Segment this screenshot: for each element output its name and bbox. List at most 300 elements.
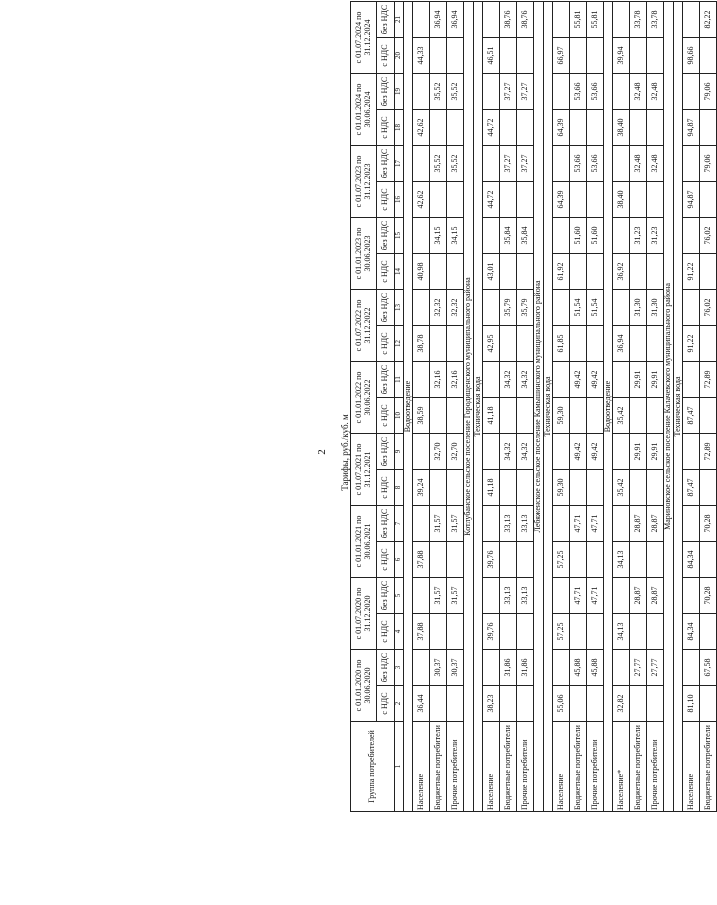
table-row bbox=[700, 2, 717, 812]
tariff-cell: 61,92 bbox=[552, 254, 569, 290]
tariff-cell bbox=[700, 326, 717, 362]
column-index: 17 bbox=[395, 146, 404, 182]
tariff-cell bbox=[430, 686, 447, 722]
vat-with-header: с НДС bbox=[377, 398, 395, 434]
period-header: с 01.07.2023 по 31.12.2023 bbox=[351, 146, 377, 218]
tariff-cell: 76,02 bbox=[700, 218, 717, 254]
tariff-cell bbox=[430, 542, 447, 578]
tariff-cell: 59,30 bbox=[552, 398, 569, 434]
tariff-cell bbox=[447, 398, 464, 434]
tariff-cell bbox=[552, 218, 569, 254]
tariff-cell bbox=[586, 614, 603, 650]
column-index: 21 bbox=[395, 2, 404, 38]
tariff-cell bbox=[447, 326, 464, 362]
tariff-cell bbox=[447, 470, 464, 506]
tariff-cell: 34,32 bbox=[517, 434, 534, 470]
tariff-cell bbox=[647, 254, 664, 290]
tariff-cell: 31,57 bbox=[447, 506, 464, 542]
period-header: с 01.01.2024 по 30.06.2024 bbox=[351, 74, 377, 146]
tariff-cell: 70,28 bbox=[700, 578, 717, 614]
page-number: 2 bbox=[316, 449, 328, 455]
section-row bbox=[534, 2, 543, 812]
tariff-cell: 34,13 bbox=[613, 614, 630, 650]
period-header: с 01.01.2020 по 30.06.2020 bbox=[351, 650, 377, 722]
period-header: с 01.01.2022 по 30.06.2022 bbox=[351, 362, 377, 434]
tariff-cell: 53,66 bbox=[569, 74, 586, 110]
tariff-cell bbox=[552, 650, 569, 686]
tariff-cell: 87,47 bbox=[683, 398, 700, 434]
tariff-cell bbox=[430, 614, 447, 650]
tariff-cell: 37,27 bbox=[500, 146, 517, 182]
tariff-cell bbox=[430, 326, 447, 362]
tariff-cell bbox=[500, 542, 517, 578]
tariff-cell: 36,94 bbox=[613, 326, 630, 362]
tariff-cell: 84,34 bbox=[683, 542, 700, 578]
tariff-cell bbox=[683, 434, 700, 470]
tariff-cell: 33,78 bbox=[647, 2, 664, 38]
vat-without-header: без НДС bbox=[377, 650, 395, 686]
tariff-cell bbox=[647, 326, 664, 362]
tariff-cell bbox=[500, 470, 517, 506]
table-row bbox=[613, 2, 630, 812]
tariff-cell bbox=[430, 38, 447, 74]
tariff-cell: 34,15 bbox=[447, 218, 464, 254]
tariff-cell: 42,62 bbox=[413, 110, 430, 146]
tariff-cell: 46,51 bbox=[483, 38, 500, 74]
tariff-cell bbox=[413, 362, 430, 398]
tariff-cell bbox=[552, 506, 569, 542]
consumer-group-cell: Бюджетные потребители bbox=[500, 722, 517, 812]
tariff-cell bbox=[413, 506, 430, 542]
tariff-cell: 30,37 bbox=[447, 650, 464, 686]
tariff-cell: 32,32 bbox=[430, 290, 447, 326]
tariff-cell: 47,71 bbox=[586, 578, 603, 614]
tariff-cell: 31,30 bbox=[630, 290, 647, 326]
service-row bbox=[673, 2, 682, 812]
column-index: 13 bbox=[395, 290, 404, 326]
table-row bbox=[647, 2, 664, 812]
tariff-cell: 37,27 bbox=[500, 74, 517, 110]
tariff-cell bbox=[483, 2, 500, 38]
tariff-cell: 87,47 bbox=[683, 470, 700, 506]
tariff-cell: 39,94 bbox=[613, 38, 630, 74]
period-header: с 01.07.2024 по 31.12.2024 bbox=[351, 2, 377, 74]
tariff-cell bbox=[700, 38, 717, 74]
tariff-cell bbox=[483, 218, 500, 254]
tariff-cell: 66,97 bbox=[552, 38, 569, 74]
tariff-cell bbox=[683, 2, 700, 38]
tariff-cell bbox=[613, 2, 630, 38]
tariff-cell: 34,15 bbox=[430, 218, 447, 254]
tariff-cell: 35,42 bbox=[613, 398, 630, 434]
tariff-cell: 35,52 bbox=[447, 146, 464, 182]
tariff-cell: 36,94 bbox=[430, 2, 447, 38]
tariff-cell: 32,16 bbox=[430, 362, 447, 398]
tariff-cell: 32,48 bbox=[630, 146, 647, 182]
tariff-cell bbox=[500, 614, 517, 650]
tariff-cell: 40,98 bbox=[413, 254, 430, 290]
vat-with-header: с НДС bbox=[377, 542, 395, 578]
service-row bbox=[404, 2, 413, 812]
column-index: 12 bbox=[395, 326, 404, 362]
column-index: 11 bbox=[395, 362, 404, 398]
tariff-cell bbox=[413, 578, 430, 614]
consumer-group-cell: Население bbox=[483, 722, 500, 812]
tariff-cell: 38,23 bbox=[483, 686, 500, 722]
column-index: 6 bbox=[395, 542, 404, 578]
tariff-cell: 31,86 bbox=[517, 650, 534, 686]
tariff-cell bbox=[500, 686, 517, 722]
tariff-cell: 34,32 bbox=[500, 362, 517, 398]
vat-with-header: с НДС bbox=[377, 614, 395, 650]
tariff-cell: 32,16 bbox=[447, 362, 464, 398]
tariff-cell: 94,87 bbox=[683, 110, 700, 146]
tariff-cell bbox=[483, 506, 500, 542]
column-index: 3 bbox=[395, 650, 404, 686]
table-row bbox=[413, 2, 430, 812]
settlement-title: Лебяженское сельское поселение Камышинского муниципального района bbox=[534, 2, 543, 812]
tariff-cell bbox=[613, 146, 630, 182]
table-row bbox=[552, 2, 569, 812]
tariff-cell: 32,48 bbox=[630, 74, 647, 110]
tariff-cell bbox=[630, 38, 647, 74]
header-row-vat bbox=[377, 2, 395, 812]
table-row bbox=[586, 2, 603, 812]
service-row bbox=[473, 2, 482, 812]
tariff-cell bbox=[683, 650, 700, 686]
tariff-cell bbox=[647, 686, 664, 722]
tariff-cell bbox=[630, 470, 647, 506]
tariff-cell: 91,22 bbox=[683, 254, 700, 290]
tariff-cell bbox=[413, 2, 430, 38]
tariff-cell: 41,18 bbox=[483, 398, 500, 434]
tariff-cell bbox=[586, 686, 603, 722]
tariff-cell: 72,89 bbox=[700, 434, 717, 470]
tariff-cell: 55,81 bbox=[569, 2, 586, 38]
consumer-group-cell: Прочие потребители bbox=[447, 722, 464, 812]
tariff-cell: 44,72 bbox=[483, 110, 500, 146]
tariff-cell: 51,54 bbox=[569, 290, 586, 326]
tariff-cell: 44,72 bbox=[483, 182, 500, 218]
tariff-cell bbox=[413, 290, 430, 326]
tariff-cell bbox=[447, 686, 464, 722]
tariff-cell: 32,70 bbox=[447, 434, 464, 470]
consumer-group-cell: Прочие потребители bbox=[517, 722, 534, 812]
tariff-cell: 32,82 bbox=[613, 686, 630, 722]
tariff-cell bbox=[586, 182, 603, 218]
tariff-cell bbox=[613, 290, 630, 326]
tariff-cell: 70,28 bbox=[700, 506, 717, 542]
tariff-cell bbox=[586, 110, 603, 146]
tariff-cell: 72,89 bbox=[700, 362, 717, 398]
tariff-cell: 32,48 bbox=[647, 146, 664, 182]
tariff-cell: 39,76 bbox=[483, 542, 500, 578]
tariff-cell: 27,77 bbox=[647, 650, 664, 686]
section-row bbox=[464, 2, 473, 812]
tariff-cell bbox=[700, 182, 717, 218]
tariff-cell bbox=[569, 182, 586, 218]
tariff-cell: 79,06 bbox=[700, 146, 717, 182]
column-index: 19 bbox=[395, 74, 404, 110]
tariff-cell: 29,91 bbox=[647, 434, 664, 470]
tariff-cell: 38,76 bbox=[517, 2, 534, 38]
tariff-cell bbox=[500, 182, 517, 218]
tariff-cell bbox=[630, 614, 647, 650]
service-title: Техническая вода bbox=[473, 2, 482, 812]
tariff-cell bbox=[683, 74, 700, 110]
column-index: 15 bbox=[395, 218, 404, 254]
tariff-cell: 67,58 bbox=[700, 650, 717, 686]
tariff-cell: 36,44 bbox=[413, 686, 430, 722]
settlement-title: Мариновское сельское поселение Калачевского муниципального района bbox=[664, 2, 673, 812]
tariff-cell: 42,95 bbox=[483, 326, 500, 362]
table-row bbox=[569, 2, 586, 812]
table-row bbox=[683, 2, 700, 812]
tariff-cell: 37,88 bbox=[413, 542, 430, 578]
service-row bbox=[543, 2, 552, 812]
tariff-cell bbox=[586, 398, 603, 434]
tariff-cell bbox=[647, 398, 664, 434]
tariff-cell: 34,13 bbox=[613, 542, 630, 578]
tariff-cell: 28,87 bbox=[647, 578, 664, 614]
tariff-cell bbox=[430, 398, 447, 434]
column-index: 18 bbox=[395, 110, 404, 146]
tariff-cell: 33,78 bbox=[630, 2, 647, 38]
tariff-cell bbox=[700, 614, 717, 650]
column-index: 7 bbox=[395, 506, 404, 542]
tariff-cell bbox=[552, 74, 569, 110]
vat-without-header: без НДС bbox=[377, 146, 395, 182]
service-row bbox=[603, 2, 612, 812]
tariff-cell bbox=[500, 254, 517, 290]
tariff-cell: 35,52 bbox=[430, 74, 447, 110]
tariff-cell bbox=[683, 146, 700, 182]
tariff-cell: 55,81 bbox=[586, 2, 603, 38]
tariff-cell bbox=[683, 578, 700, 614]
tariff-cell bbox=[700, 686, 717, 722]
tariff-cell bbox=[586, 326, 603, 362]
tariff-cell: 33,13 bbox=[517, 578, 534, 614]
tariff-cell: 37,27 bbox=[517, 146, 534, 182]
tariff-cell bbox=[447, 254, 464, 290]
tariff-cell bbox=[447, 542, 464, 578]
tariff-cell bbox=[413, 650, 430, 686]
tariff-cell bbox=[569, 326, 586, 362]
service-title: Техническая вода bbox=[673, 2, 682, 812]
column-index: 1 bbox=[395, 722, 404, 812]
tariff-cell bbox=[630, 326, 647, 362]
tariff-cell bbox=[683, 506, 700, 542]
table-row bbox=[430, 2, 447, 812]
tariff-cell bbox=[586, 38, 603, 74]
tariff-cell bbox=[613, 74, 630, 110]
tariff-cell bbox=[569, 542, 586, 578]
tariff-cell: 35,42 bbox=[613, 470, 630, 506]
tariff-cell bbox=[413, 218, 430, 254]
tariff-cell: 38,40 bbox=[613, 110, 630, 146]
table-row bbox=[630, 2, 647, 812]
tariff-cell bbox=[586, 542, 603, 578]
header-row-periods bbox=[351, 2, 377, 812]
tariff-cell bbox=[430, 254, 447, 290]
tariff-cell bbox=[552, 146, 569, 182]
tariff-cell bbox=[447, 38, 464, 74]
tariff-cell: 29,91 bbox=[647, 362, 664, 398]
consumer-group-cell: Прочие потребители bbox=[647, 722, 664, 812]
tariff-cell: 41,18 bbox=[483, 470, 500, 506]
tariff-cell bbox=[647, 542, 664, 578]
tariff-cell: 35,79 bbox=[500, 290, 517, 326]
service-title: Водоотведение bbox=[404, 2, 413, 812]
tariff-cell: 31,30 bbox=[647, 290, 664, 326]
tariff-cell: 45,88 bbox=[586, 650, 603, 686]
tariff-cell bbox=[483, 434, 500, 470]
tariff-cell: 32,70 bbox=[430, 434, 447, 470]
tariff-cell: 36,92 bbox=[613, 254, 630, 290]
tariff-cell bbox=[517, 254, 534, 290]
tariff-cell: 31,86 bbox=[500, 650, 517, 686]
column-index: 10 bbox=[395, 398, 404, 434]
tariff-cell bbox=[613, 362, 630, 398]
tariff-cell: 30,37 bbox=[430, 650, 447, 686]
consumer-group-cell: Бюджетные потребители bbox=[630, 722, 647, 812]
tariff-cell bbox=[613, 434, 630, 470]
tariff-cell bbox=[483, 650, 500, 686]
tariff-cell: 28,87 bbox=[647, 506, 664, 542]
tariff-cell bbox=[517, 326, 534, 362]
column-index: 14 bbox=[395, 254, 404, 290]
tariff-cell bbox=[500, 326, 517, 362]
tariff-cell: 45,88 bbox=[569, 650, 586, 686]
tariff-cell bbox=[517, 38, 534, 74]
table-row bbox=[500, 2, 517, 812]
consumer-group-cell: Бюджетные потребители bbox=[430, 722, 447, 812]
tariff-cell bbox=[447, 182, 464, 218]
tariff-cell: 28,87 bbox=[630, 578, 647, 614]
tariff-cell bbox=[683, 218, 700, 254]
tariff-cell: 59,30 bbox=[552, 470, 569, 506]
vat-without-header: без НДС bbox=[377, 218, 395, 254]
tariff-cell: 44,33 bbox=[413, 38, 430, 74]
column-index: 20 bbox=[395, 38, 404, 74]
tariff-cell bbox=[483, 146, 500, 182]
vat-with-header: с НДС bbox=[377, 182, 395, 218]
tariff-cell bbox=[517, 182, 534, 218]
tariff-cell: 31,57 bbox=[430, 578, 447, 614]
tariff-cell: 91,22 bbox=[683, 326, 700, 362]
tariff-cell bbox=[630, 182, 647, 218]
tariff-cell bbox=[569, 254, 586, 290]
tariff-cell: 51,60 bbox=[586, 218, 603, 254]
tariff-cell: 53,66 bbox=[569, 146, 586, 182]
tariff-cell bbox=[483, 362, 500, 398]
tariff-cell: 35,84 bbox=[500, 218, 517, 254]
tariff-cell: 29,91 bbox=[630, 434, 647, 470]
tariff-cell bbox=[569, 110, 586, 146]
tariff-cell: 39,24 bbox=[413, 470, 430, 506]
consumer-group-cell: Бюджетные потребители bbox=[569, 722, 586, 812]
tariff-cell: 49,42 bbox=[586, 362, 603, 398]
tariff-cell: 49,42 bbox=[569, 362, 586, 398]
tariff-cell: 34,32 bbox=[517, 362, 534, 398]
tariff-cell bbox=[700, 542, 717, 578]
vat-without-header: без НДС bbox=[377, 290, 395, 326]
consumer-group-cell: Население bbox=[552, 722, 569, 812]
column-index: 5 bbox=[395, 578, 404, 614]
period-header: с 01.07.2020 по 31.12.2020 bbox=[351, 578, 377, 650]
tariff-cell: 53,66 bbox=[586, 74, 603, 110]
tariff-cell: 39,76 bbox=[483, 614, 500, 650]
tariff-cell: 47,71 bbox=[569, 578, 586, 614]
tariff-cell: 51,54 bbox=[586, 290, 603, 326]
tariff-cell bbox=[552, 362, 569, 398]
tariff-cell: 37,27 bbox=[517, 74, 534, 110]
tariff-cell: 57,25 bbox=[552, 542, 569, 578]
tariff-cell: 64,39 bbox=[552, 110, 569, 146]
tariff-cell bbox=[569, 470, 586, 506]
tariff-cell bbox=[700, 470, 717, 506]
tariff-cell bbox=[430, 470, 447, 506]
period-header: с 01.01.2023 по 30.06.2023 bbox=[351, 218, 377, 290]
tariff-cell: 47,71 bbox=[569, 506, 586, 542]
vat-without-header: без НДС bbox=[377, 578, 395, 614]
tariff-cell bbox=[647, 470, 664, 506]
tariff-cell: 38,59 bbox=[413, 398, 430, 434]
tariff-cell bbox=[517, 542, 534, 578]
service-title: Техническая вода bbox=[543, 2, 552, 812]
tariff-cell: 33,13 bbox=[517, 506, 534, 542]
unit-label: Тарифы, руб./куб. м bbox=[340, 414, 350, 491]
tariff-cell bbox=[647, 182, 664, 218]
tariff-cell: 31,23 bbox=[630, 218, 647, 254]
tariff-cell bbox=[447, 614, 464, 650]
vat-with-header: с НДС bbox=[377, 326, 395, 362]
tariff-cell bbox=[500, 398, 517, 434]
consumer-group-cell: Прочие потребители bbox=[586, 722, 603, 812]
tariff-cell: 82,22 bbox=[700, 2, 717, 38]
tariff-cell bbox=[630, 110, 647, 146]
tariff-cell bbox=[630, 686, 647, 722]
tariff-cell bbox=[517, 614, 534, 650]
vat-without-header: без НДС bbox=[377, 74, 395, 110]
tariff-cell: 38,40 bbox=[613, 182, 630, 218]
tariff-cell bbox=[613, 506, 630, 542]
tariff-cell bbox=[413, 434, 430, 470]
tariff-cell bbox=[586, 254, 603, 290]
consumer-group-cell: Население bbox=[413, 722, 430, 812]
tariff-cell bbox=[647, 38, 664, 74]
tariff-cell: 57,25 bbox=[552, 614, 569, 650]
tariff-cell: 49,42 bbox=[586, 434, 603, 470]
tariff-cell: 29,91 bbox=[630, 362, 647, 398]
tariff-cell: 35,52 bbox=[430, 146, 447, 182]
tariff-cell: 51,60 bbox=[569, 218, 586, 254]
tariff-cell: 32,32 bbox=[447, 290, 464, 326]
tariff-cell: 84,34 bbox=[683, 614, 700, 650]
tariff-cell: 49,42 bbox=[569, 434, 586, 470]
tariff-cell bbox=[700, 110, 717, 146]
tariff-cell bbox=[500, 38, 517, 74]
column-index: 4 bbox=[395, 614, 404, 650]
tariff-cell: 94,87 bbox=[683, 182, 700, 218]
tariff-cell: 55,06 bbox=[552, 686, 569, 722]
tariff-cell bbox=[630, 398, 647, 434]
table-row bbox=[483, 2, 500, 812]
tariff-cell bbox=[483, 578, 500, 614]
tariff-cell bbox=[613, 578, 630, 614]
tariff-cell bbox=[552, 2, 569, 38]
tariff-cell: 33,13 bbox=[500, 578, 517, 614]
